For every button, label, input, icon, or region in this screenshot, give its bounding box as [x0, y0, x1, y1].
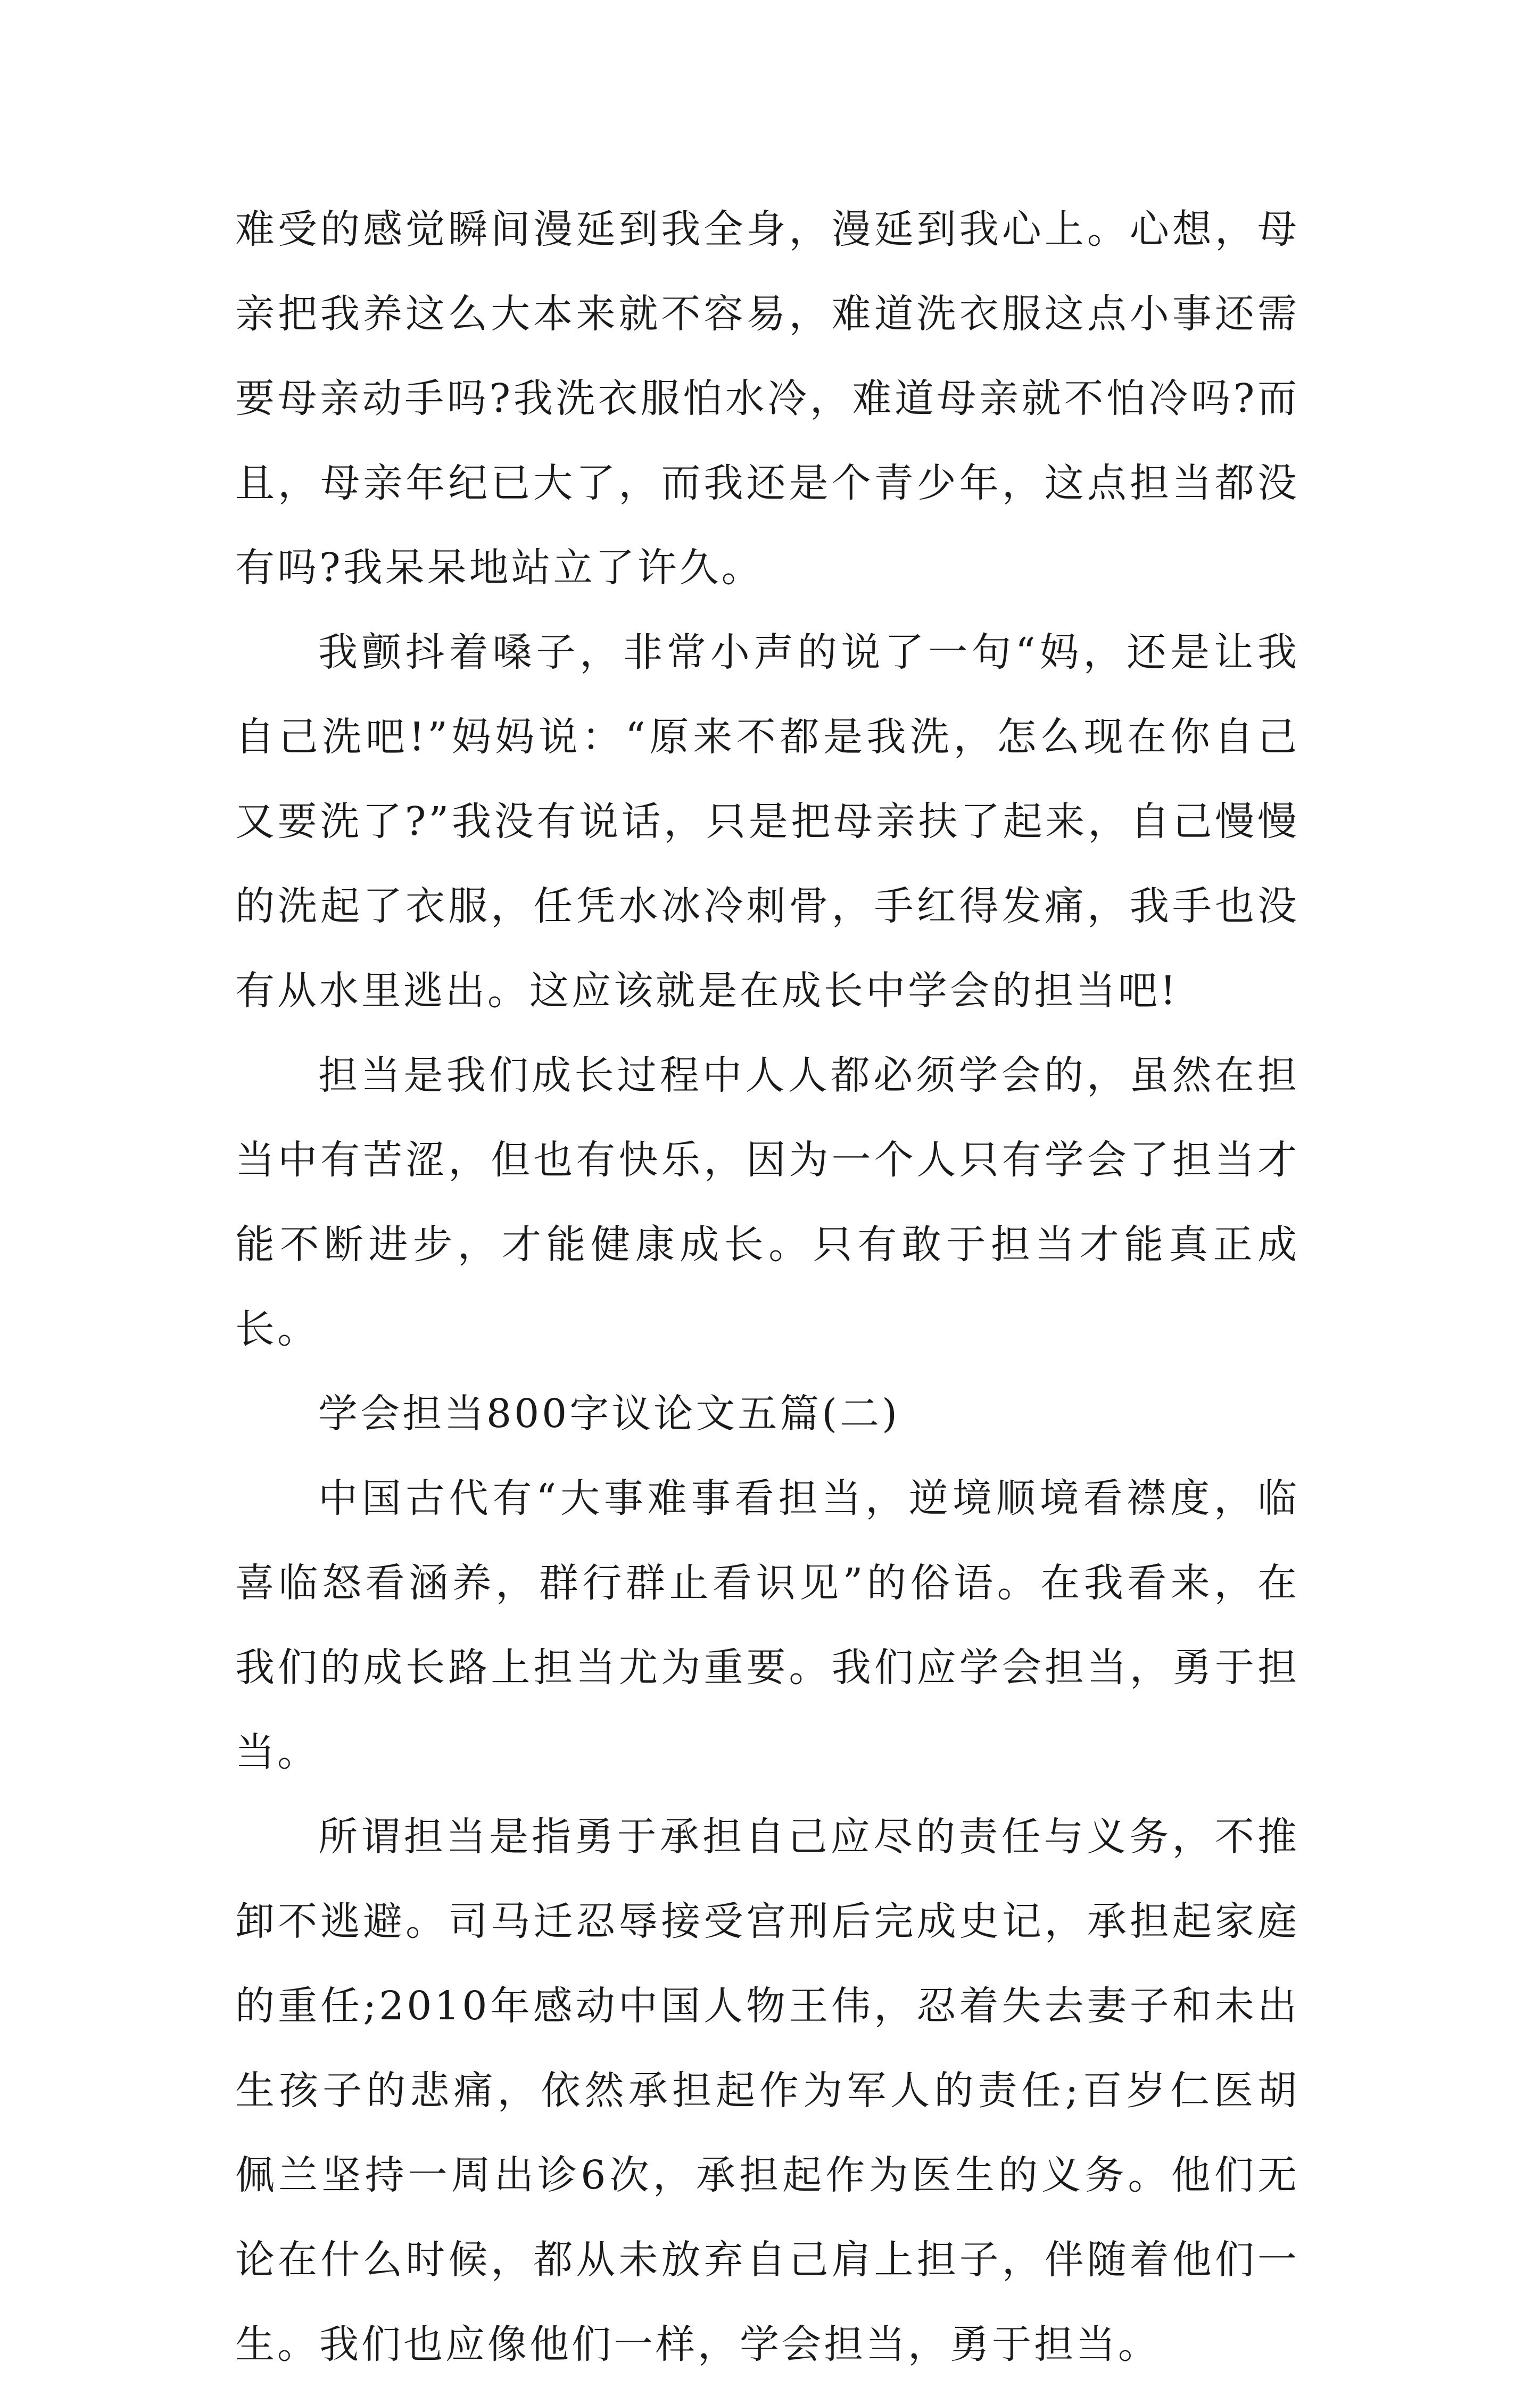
paragraph-3: 担当是我们成长过程中人人都必须学会的，虽然在担当中有苦涩，但也有快乐，因为一个人只有学会了担当才能不断进步，才能健康成长。只有敢于担当才能真正成长。 — [235, 1052, 1299, 1352]
paragraph-1: 难受的感觉瞬间漫延到我全身，漫延到我心上。心想，母亲把我养这么大本来就不容易，难道洗衣服这点小事还需要母亲动手吗?我洗衣服怕水冷，难道母亲就不怕冷吗?而且，母亲年纪已大了，而我还是个青少年，这点担当都没有吗?我呆呆地站立了许久。 — [235, 206, 1299, 591]
paragraph-2: 我颤抖着嗓子，非常小声的说了一句“妈，还是让我自己洗吧!”妈妈说：“原来不都是我洗，怎么现在你自己又要洗了?”我没有说话，只是把母亲扶了起来，自己慢慢的洗起了衣服，任凭水冰冷刺骨，手红得发痛，我手也没有从水里逃出。这应该就是在成长中学会的担当吧! — [235, 629, 1299, 1014]
paragraph-4: 中国古代有“大事难事看担当，逆境顺境看襟度，临喜临怒看涵养，群行群止看识见”的俗语。在我看来，在我们的成长路上担当尤为重要。我们应学会担当，勇于担当。 — [235, 1476, 1299, 1775]
paragraph-5: 所谓担当是指勇于承担自己应尽的责任与义务，不推卸不逃避。司马迁忍辱接受宫刑后完成史记，承担起家庭的重任;2010年感动中国人物王伟，忍着失去妻子和未出生孩子的悲痛，依然承担起作为军人的责任;百岁仁医胡佩兰坚持一周出诊6次，承担起作为医生的义务。他们无论在什么时候，都从未放弃自己肩上担子，伴随着他们一生。我们也应像他们一样，学会担当，勇于担当。 — [235, 1814, 1299, 2367]
section-heading: 学会担当800字议论文五篇(二) — [318, 1391, 900, 1437]
document-body — [235, 187, 1299, 2387]
